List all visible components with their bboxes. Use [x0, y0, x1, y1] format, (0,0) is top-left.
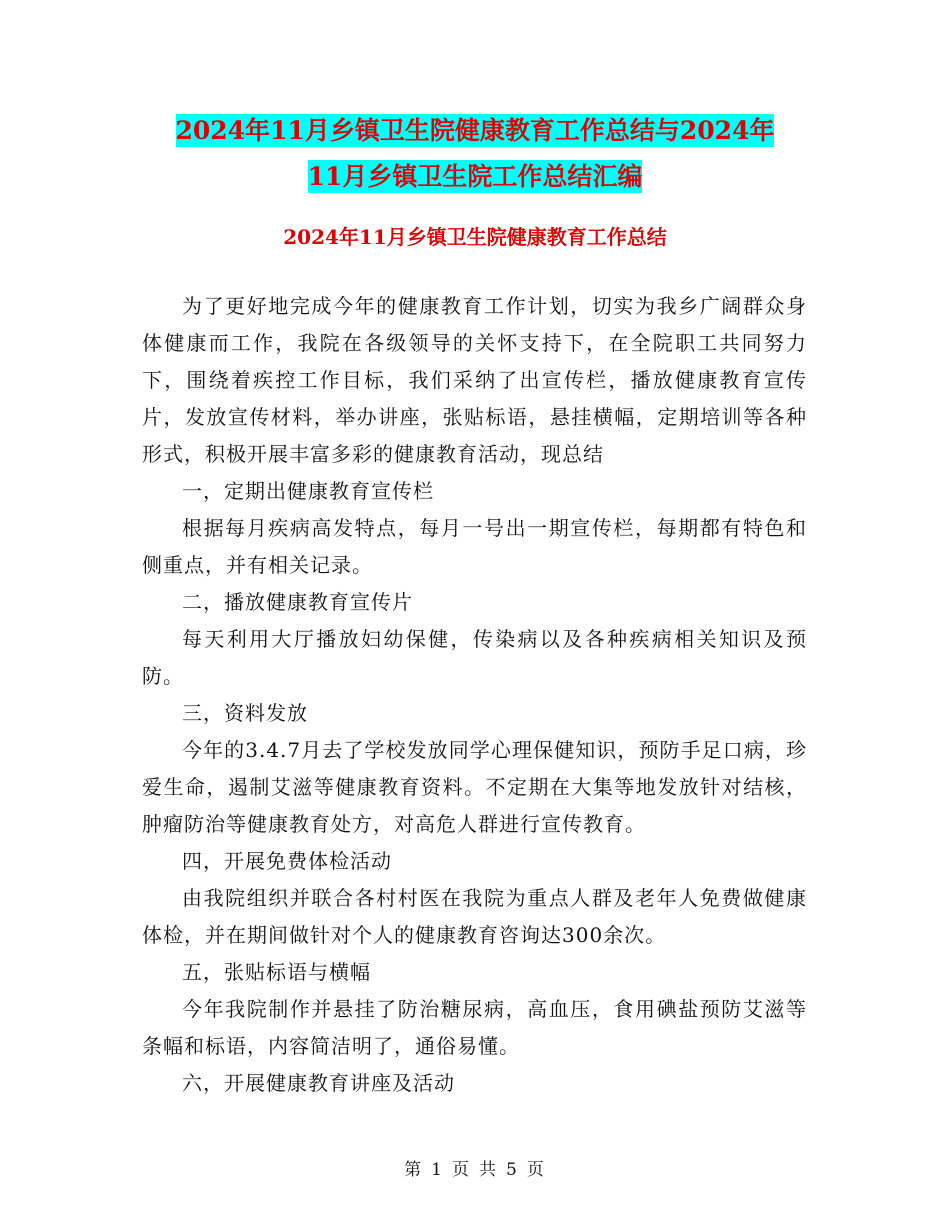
heading-4: 四，开展免费体检活动	[182, 849, 392, 873]
paragraph-3: 今年的3.4.7月去了学校发放同学心理保健知识，预防手足口病，珍爱生命，遏制艾滋等健康教育资料。不定期在大集等地发放针对结核，肿瘤防治等健康教育处方，对高危人群进行宣传教育。	[142, 738, 807, 836]
footer-label-page: 第	[404, 1160, 424, 1180]
footer-page-number: 1	[431, 1160, 444, 1180]
title-line-1: 2024年11月乡镇卫生院健康教育工作总结与2024年	[175, 116, 775, 145]
document-title	[140, 108, 810, 200]
paragraph-1: 根据每月疾病高发特点，每月一号出一期宣传栏，每期都有特色和侧重点，并有相关记录。	[142, 516, 807, 577]
title-line-2: 11月乡镇卫生院工作总结汇编	[307, 162, 643, 191]
heading-1: 一，定期出健康教育宣传栏	[182, 479, 434, 503]
section-title: 2024年11月乡镇卫生院健康教育工作总结	[283, 225, 667, 249]
paragraph-5: 今年我院制作并悬挂了防治糖尿病，高血压，食用碘盐预防艾滋等条幅和标语，内容简洁明了，通俗易懂。	[142, 997, 807, 1058]
page-footer	[0, 1155, 950, 1180]
heading-2: 二，播放健康教育宣传片	[182, 590, 413, 614]
heading-3: 三，资料发放	[182, 701, 308, 725]
paragraph-intro: 为了更好地完成今年的健康教育工作计划，切实为我乡广阔群众身体健康而工作，我院在各级领导的关怀支持下，在全院职工共同努力下，围绕着疾控工作目标，我们采纳了出宣传栏，播放健康教育宣传片，发放宣传材料，举办讲座，张贴标语，悬挂横幅，定期培训等各种形式，积极开展丰富多彩的健康教育活动，现总结	[142, 294, 807, 466]
paragraph-2: 每天利用大厅播放妇幼保健，传染病以及各种疾病相关知识及预防。	[142, 627, 807, 688]
footer-total-pages: 5	[506, 1160, 519, 1180]
heading-6: 六，开展健康教育讲座及活动	[182, 1071, 455, 1095]
footer-label-total: 共	[479, 1160, 498, 1180]
heading-5: 五，张贴标语与横幅	[182, 960, 371, 984]
footer-label-page-unit: 页	[452, 1160, 471, 1180]
document-body	[142, 288, 807, 1102]
paragraph-4: 由我院组织并联合各村村医在我院为重点人群及老年人免费做健康体检，并在期间做针对个人的健康教育咨询达300余次。	[142, 886, 807, 947]
footer-label-total-unit: 页	[526, 1160, 546, 1180]
